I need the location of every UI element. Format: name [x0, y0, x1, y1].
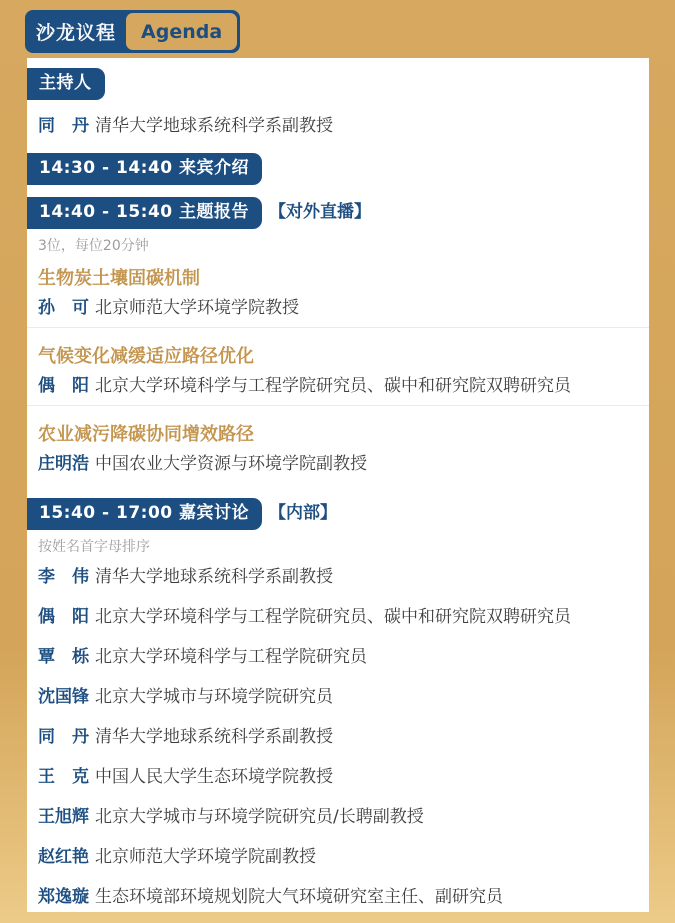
talk-divider — [27, 327, 649, 328]
panelist-name: 王 克 — [38, 767, 89, 787]
panelist-name: 李 伟 — [38, 567, 89, 587]
panelist-affiliation: 北京大学环境科学与工程学院研究员 — [95, 647, 367, 667]
talk-speaker-row — [38, 452, 649, 476]
discussion-note: 按姓名首字母排序 — [38, 539, 150, 555]
speaker-name: 偶 阳 — [38, 376, 89, 396]
keynote-note: 3位，每位20分钟 — [38, 238, 149, 254]
host-section — [27, 68, 649, 100]
host-badge: 主持人 — [27, 68, 105, 100]
panelist-name: 郑逸璇 — [38, 887, 89, 907]
panelist-row — [38, 685, 649, 709]
talk-speaker-row — [38, 374, 649, 398]
session-keynote — [27, 197, 649, 229]
panelist-row — [38, 645, 649, 669]
session-discussion — [27, 498, 649, 530]
agenda-card — [27, 58, 649, 912]
host-row — [38, 114, 649, 138]
host-name: 同 丹 — [38, 116, 89, 136]
panelist-name: 沈国锋 — [38, 687, 89, 707]
panelist-affiliation: 北京大学城市与环境学院研究员 — [95, 687, 333, 707]
panelist-name: 偶 阳 — [38, 607, 89, 627]
session-intro — [27, 153, 649, 185]
panelist-row — [38, 765, 649, 789]
panelist-affiliation: 清华大学地球系统科学系副教授 — [95, 727, 333, 747]
talk-divider — [27, 405, 649, 406]
host-affiliation: 清华大学地球系统科学系副教授 — [95, 116, 333, 136]
talk-title: 生物炭土壤固碳机制 — [38, 268, 200, 289]
panelist-name: 同 丹 — [38, 727, 89, 747]
panelist-affiliation: 生态环境部环境规划院大气环境研究室主任、副研究员 — [95, 887, 503, 907]
session-discussion-badge: 15:40 - 17:00 嘉宾讨论 — [27, 498, 262, 530]
speaker-affiliation: 北京师范大学环境学院教授 — [95, 298, 299, 318]
panelist-name: 覃 栎 — [38, 647, 89, 667]
panelist-row — [38, 565, 649, 589]
talk-speaker-row — [38, 296, 649, 320]
panelist-row — [38, 805, 649, 829]
panelist-affiliation: 清华大学地球系统科学系副教授 — [95, 567, 333, 587]
panelist-name: 王旭辉 — [38, 807, 89, 827]
session-intro-badge: 14:30 - 14:40 来宾介绍 — [27, 153, 262, 185]
panelist-affiliation: 北京师范大学环境学院副教授 — [95, 847, 316, 867]
keynote-broadcast-tag: 【对外直播】 — [269, 202, 372, 222]
agenda-title-en: Agenda — [126, 13, 237, 50]
panelist-row — [38, 845, 649, 869]
session-keynote-badge: 14:40 - 15:40 主题报告 — [27, 197, 262, 229]
panelist-row — [38, 605, 649, 629]
discussion-internal-tag: 【内部】 — [269, 503, 338, 523]
agenda-header-tab — [25, 10, 240, 53]
panelist-row — [38, 725, 649, 749]
panelist-affiliation: 中国人民大学生态环境学院教授 — [95, 767, 333, 787]
panelist-affiliation: 北京大学环境科学与工程学院研究员、碳中和研究院双聘研究员 — [95, 607, 571, 627]
panelist-name: 赵红艳 — [38, 847, 89, 867]
talk-title: 气候变化减缓适应路径优化 — [38, 346, 254, 367]
panelist-row — [38, 885, 649, 909]
speaker-affiliation: 中国农业大学资源与环境学院副教授 — [95, 454, 367, 474]
agenda-title-cn: 沙龙议程 — [36, 22, 117, 44]
talk-title: 农业减污降碳协同增效路径 — [38, 424, 254, 445]
speaker-name: 孙 可 — [38, 298, 89, 318]
panelist-affiliation: 北京大学城市与环境学院研究员/长聘副教授 — [95, 807, 424, 827]
speaker-affiliation: 北京大学环境科学与工程学院研究员、碳中和研究院双聘研究员 — [95, 376, 571, 396]
speaker-name: 庄明浩 — [38, 454, 89, 474]
